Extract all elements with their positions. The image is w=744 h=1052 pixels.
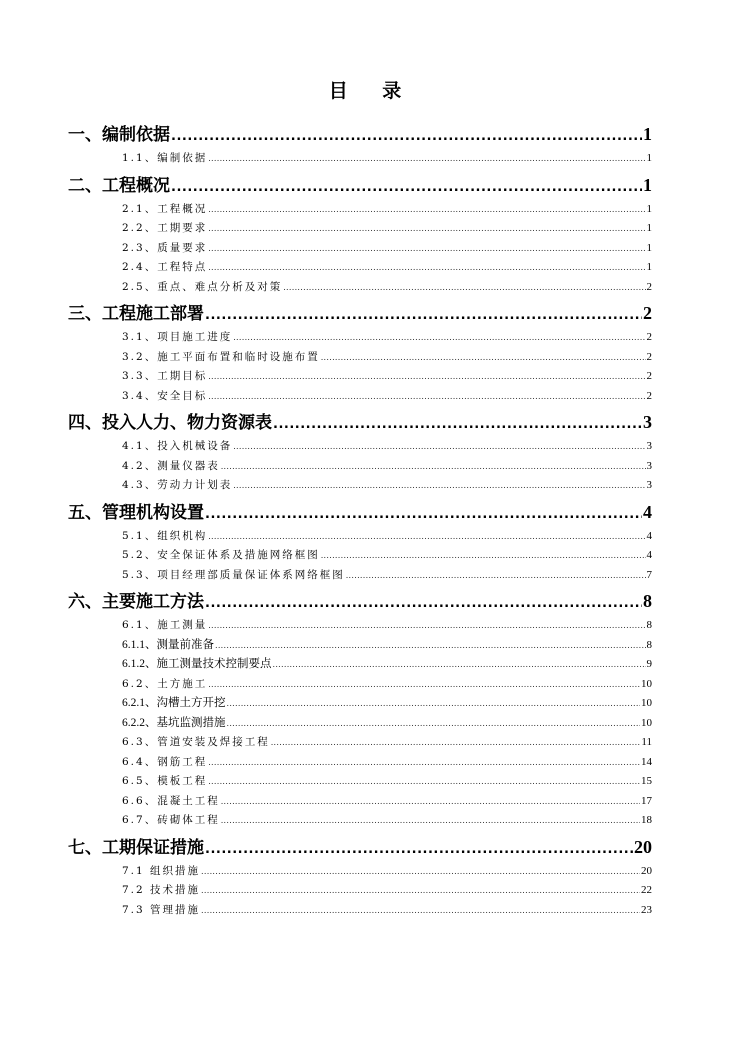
toc-section-entry[interactable] [68, 437, 652, 457]
toc-entry-label: 1.1、编制依据 [122, 152, 208, 164]
toc-entry-label: 3.1、项目施工进度 [122, 331, 233, 343]
toc-entry-page: 4 [643, 501, 652, 522]
toc-chapter-entry[interactable] [68, 408, 652, 437]
toc-section-entry[interactable] [68, 772, 652, 792]
toc-entry-page: 14 [641, 755, 652, 768]
dot-leader [215, 636, 646, 656]
dot-leader [208, 527, 645, 547]
toc-entry-label: 6.2、土方施工 [122, 677, 208, 690]
dot-leader [205, 589, 642, 618]
toc-chapter-entry[interactable] [68, 498, 652, 527]
dot-leader [208, 239, 645, 259]
toc-section-entry[interactable] [68, 901, 652, 921]
dot-leader [208, 258, 645, 278]
toc-entry-page: 9 [646, 658, 652, 670]
dot-leader [208, 387, 645, 407]
toc-section-entry[interactable] [68, 862, 652, 882]
table-of-contents [68, 118, 652, 920]
toc-chapter-entry[interactable] [68, 587, 652, 616]
toc-entry-label: 4.3、劳动力计划表 [122, 479, 233, 491]
dot-leader [233, 476, 645, 496]
toc-entry-page: 22 [641, 884, 652, 896]
dot-leader [208, 367, 645, 387]
dot-leader [321, 348, 646, 368]
toc-entry-label: 6.3、管道安装及焊接工程 [122, 736, 270, 748]
toc-chapter-entry[interactable] [68, 120, 652, 149]
dot-leader [346, 566, 646, 586]
toc-entry-page: 2 [646, 389, 652, 402]
toc-entry-label: 7.1 组织措施 [122, 864, 201, 877]
toc-section-entry[interactable] [68, 348, 652, 368]
dot-leader [221, 457, 646, 477]
toc-entry-page: 10 [641, 677, 652, 690]
toc-entry-label: 一、编制依据 [68, 125, 170, 145]
toc-entry-label: 四、投入人力、物力资源表 [68, 413, 272, 433]
toc-section-entry[interactable] [68, 219, 652, 239]
toc-entry-page: 2 [643, 303, 652, 323]
toc-section-entry[interactable] [68, 457, 652, 477]
toc-section-entry[interactable] [68, 149, 652, 169]
dot-leader [321, 546, 646, 566]
toc-entry-page: 2 [646, 280, 652, 293]
toc-section-entry[interactable] [68, 655, 652, 675]
toc-section-entry[interactable] [68, 258, 652, 278]
toc-entry-label: 2.1、工程概况 [122, 202, 208, 215]
toc-entry-label: 二、工程概况 [68, 175, 170, 196]
dot-leader [208, 149, 645, 169]
toc-section-entry[interactable] [68, 387, 652, 407]
toc-entry-label: 7.2 技术措施 [122, 884, 201, 896]
toc-section-entry[interactable] [68, 546, 652, 566]
toc-entry-label: 5.3、项目经理部质量保证体系网络框图 [122, 568, 345, 581]
toc-section-entry[interactable] [68, 278, 652, 298]
dot-leader [221, 792, 640, 812]
toc-entry-page: 3 [646, 479, 652, 491]
toc-entry-page: 1 [646, 222, 652, 234]
dot-leader [233, 328, 645, 348]
toc-chapter-entry[interactable] [68, 833, 652, 862]
dot-leader [273, 410, 642, 439]
toc-entry-page: 8 [646, 619, 652, 631]
toc-entry-label: 三、工程施工部署 [68, 304, 204, 324]
toc-entry-label: 6.5、模板工程 [122, 775, 208, 787]
toc-entry-label: 4.1、投入机械设备 [122, 440, 233, 452]
toc-entry-page: 23 [641, 903, 652, 916]
toc-section-entry[interactable] [68, 200, 652, 220]
dot-leader [201, 862, 640, 882]
dot-leader [227, 694, 641, 714]
toc-section-entry[interactable] [68, 753, 652, 773]
toc-entry-label: 5.1、组织机构 [122, 529, 208, 542]
toc-entry-label: 七、工期保证措施 [68, 837, 204, 858]
toc-entry-label: 6.6、混凝土工程 [122, 794, 220, 807]
toc-section-entry[interactable] [68, 566, 652, 586]
dot-leader [201, 881, 640, 901]
dot-leader [171, 173, 642, 202]
toc-entry-label: 7.3 管理措施 [122, 903, 201, 916]
toc-section-entry[interactable] [68, 527, 652, 547]
toc-entry-label: 6.1.2、施工测量技术控制要点 [122, 658, 272, 670]
toc-entry-page: 8 [646, 638, 652, 651]
toc-entry-label: 6.1、施工测量 [122, 619, 208, 631]
toc-entry-page: 1 [646, 241, 652, 254]
toc-entry-label: 6.2.2、基坑监测措施 [122, 716, 226, 729]
dot-leader [205, 500, 642, 529]
toc-section-entry[interactable] [68, 675, 652, 695]
dot-leader [271, 733, 641, 753]
toc-section-entry[interactable] [68, 733, 652, 753]
dot-leader [208, 675, 640, 695]
toc-entry-label: 五、管理机构设置 [68, 502, 204, 523]
toc-entry-page: 3 [646, 440, 652, 452]
dot-leader [208, 219, 645, 239]
toc-entry-label: 5.2、安全保证体系及措施网络框图 [122, 549, 320, 561]
toc-entry-page: 10 [641, 716, 652, 729]
toc-section-entry[interactable] [68, 636, 652, 656]
dot-leader [208, 753, 640, 773]
toc-entry-page: 17 [641, 794, 652, 807]
toc-section-entry[interactable] [68, 811, 652, 831]
toc-entry-page: 20 [641, 864, 652, 877]
toc-section-entry[interactable] [68, 792, 652, 812]
toc-entry-label: 2.5、重点、难点分析及对策 [122, 280, 283, 293]
toc-entry-label: 2.2、工期要求 [122, 222, 208, 234]
toc-section-entry[interactable] [68, 367, 652, 387]
toc-entry-label: 6.4、钢筋工程 [122, 755, 208, 768]
dot-leader [208, 616, 645, 636]
toc-section-entry[interactable] [68, 328, 652, 348]
dot-leader [221, 811, 640, 831]
toc-entry-page: 10 [641, 697, 652, 709]
dot-leader [227, 714, 641, 734]
dot-leader [205, 301, 642, 330]
toc-entry-label: 6.7、砖砌体工程 [122, 814, 220, 826]
toc-entry-page: 8 [643, 591, 652, 611]
toc-entry-label: 6.2.1、沟槽土方开挖 [122, 697, 226, 709]
toc-section-entry[interactable] [68, 881, 652, 901]
toc-entry-page: 2 [646, 370, 652, 382]
dot-leader [201, 901, 640, 921]
toc-entry-page: 2 [646, 331, 652, 343]
dot-leader [283, 278, 645, 298]
toc-chapter-entry[interactable] [68, 299, 652, 328]
toc-section-entry[interactable] [68, 694, 652, 714]
toc-entry-page: 11 [641, 736, 652, 748]
toc-section-entry[interactable] [68, 616, 652, 636]
toc-entry-label: 4.2、测量仪器表 [122, 459, 220, 472]
toc-section-entry[interactable] [68, 714, 652, 734]
toc-entry-page: 1 [643, 124, 652, 144]
toc-entry-page: 2 [646, 350, 652, 363]
toc-entry-page: 1 [646, 202, 652, 215]
toc-entry-label: 3.4、安全目标 [122, 389, 208, 402]
dot-leader [171, 122, 642, 151]
toc-entry-page: 20 [634, 836, 652, 857]
toc-chapter-entry[interactable] [68, 171, 652, 200]
toc-entry-page: 7 [646, 568, 652, 581]
toc-section-entry[interactable] [68, 476, 652, 496]
toc-entry-page: 4 [646, 529, 652, 542]
toc-entry-page: 1 [643, 174, 652, 195]
dot-leader [208, 200, 645, 220]
dot-leader [208, 772, 640, 792]
toc-entry-label: 3.2、施工平面布置和临时设施布置 [122, 350, 320, 363]
toc-entry-page: 3 [646, 459, 652, 472]
page-title: 目 录 [328, 80, 416, 102]
toc-entry-label: 6.1.1、测量前准备 [122, 638, 214, 651]
dot-leader [233, 437, 645, 457]
toc-entry-page: 1 [646, 152, 652, 164]
toc-entry-label: 六、主要施工方法 [68, 592, 204, 612]
dot-leader [205, 835, 633, 864]
dot-leader [273, 655, 646, 675]
toc-entry-page: 15 [641, 775, 652, 787]
toc-section-entry[interactable] [68, 239, 652, 259]
toc-entry-page: 1 [646, 261, 652, 273]
toc-entry-page: 3 [643, 412, 652, 432]
toc-entry-label: 2.3、质量要求 [122, 241, 208, 254]
toc-entry-label: 2.4、工程特点 [122, 261, 208, 273]
toc-entry-page: 18 [641, 814, 652, 826]
toc-entry-label: 3.3、工期目标 [122, 370, 208, 382]
toc-entry-page: 4 [646, 549, 652, 561]
